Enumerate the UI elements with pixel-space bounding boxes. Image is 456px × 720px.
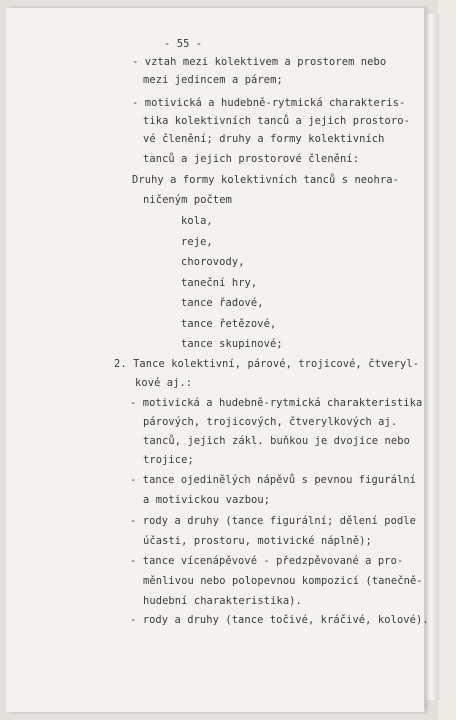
text-line: taneční hry, <box>181 277 258 289</box>
text-line: - tance ojedinělých nápěvů s pevnou figurální <box>130 474 417 486</box>
text-line: - rody a druhy (tance točivé, kráčivé, kolové). <box>130 614 429 626</box>
text-line: hudební charakteristika). <box>143 595 302 607</box>
text-line: - vztah mezi kolektivem a prostorem nebo <box>132 56 387 68</box>
text-line: - motivická a hudebně-rytmická charakteristika <box>130 397 423 409</box>
text-line: tance řadové, <box>181 297 264 309</box>
background <box>438 0 456 720</box>
text-line: tika kolektivních tanců a jejich prostoro- <box>143 115 410 127</box>
text-line: kola, <box>181 215 213 227</box>
text-line: - motivická a hudebně-rytmická charakteris- <box>132 97 406 109</box>
text-line: tanců a jejich prostorové členění: <box>143 153 360 165</box>
text-line: a motivickou vazbou; <box>143 494 271 506</box>
text-line: trojice; <box>143 454 194 466</box>
text-line: kové aj.: <box>135 377 193 389</box>
text-line: ničeným počtem <box>143 194 232 206</box>
text-line: vé členění; druhy a formy kolektivních <box>143 133 385 145</box>
text-line: účasti, prostoru, motivické náplně); <box>143 535 372 547</box>
text-line: 2. Tance kolektivní, párové, trojicové, čtveryl- <box>114 358 420 370</box>
text-line: tance skupinové; <box>181 338 283 350</box>
text-line: mezi jedincem a párem; <box>143 74 283 86</box>
page-number: - 55 - <box>164 38 203 50</box>
page-stack-edge <box>424 14 439 700</box>
text-line: tanců, jejich zákl. buňkou je dvojice nebo <box>143 435 410 447</box>
text-line: reje, <box>181 236 213 248</box>
text-line: párových, trojicových, čtverylkových aj. <box>143 416 398 428</box>
text-line: - rody a druhy (tance figurální; dělení podle <box>130 515 417 527</box>
text-line: Druhy a formy kolektivních tanců s neohra- <box>132 174 399 186</box>
text-line: tance řetězové, <box>181 318 277 330</box>
text-line: - tance vícenápěvové - předzpěvované a pro- <box>130 555 404 567</box>
text-line: chorovody, <box>181 256 245 268</box>
document-page <box>6 8 429 712</box>
text-line: měnlivou nebo polopevnou kompozicí (tanečně- <box>143 575 423 587</box>
